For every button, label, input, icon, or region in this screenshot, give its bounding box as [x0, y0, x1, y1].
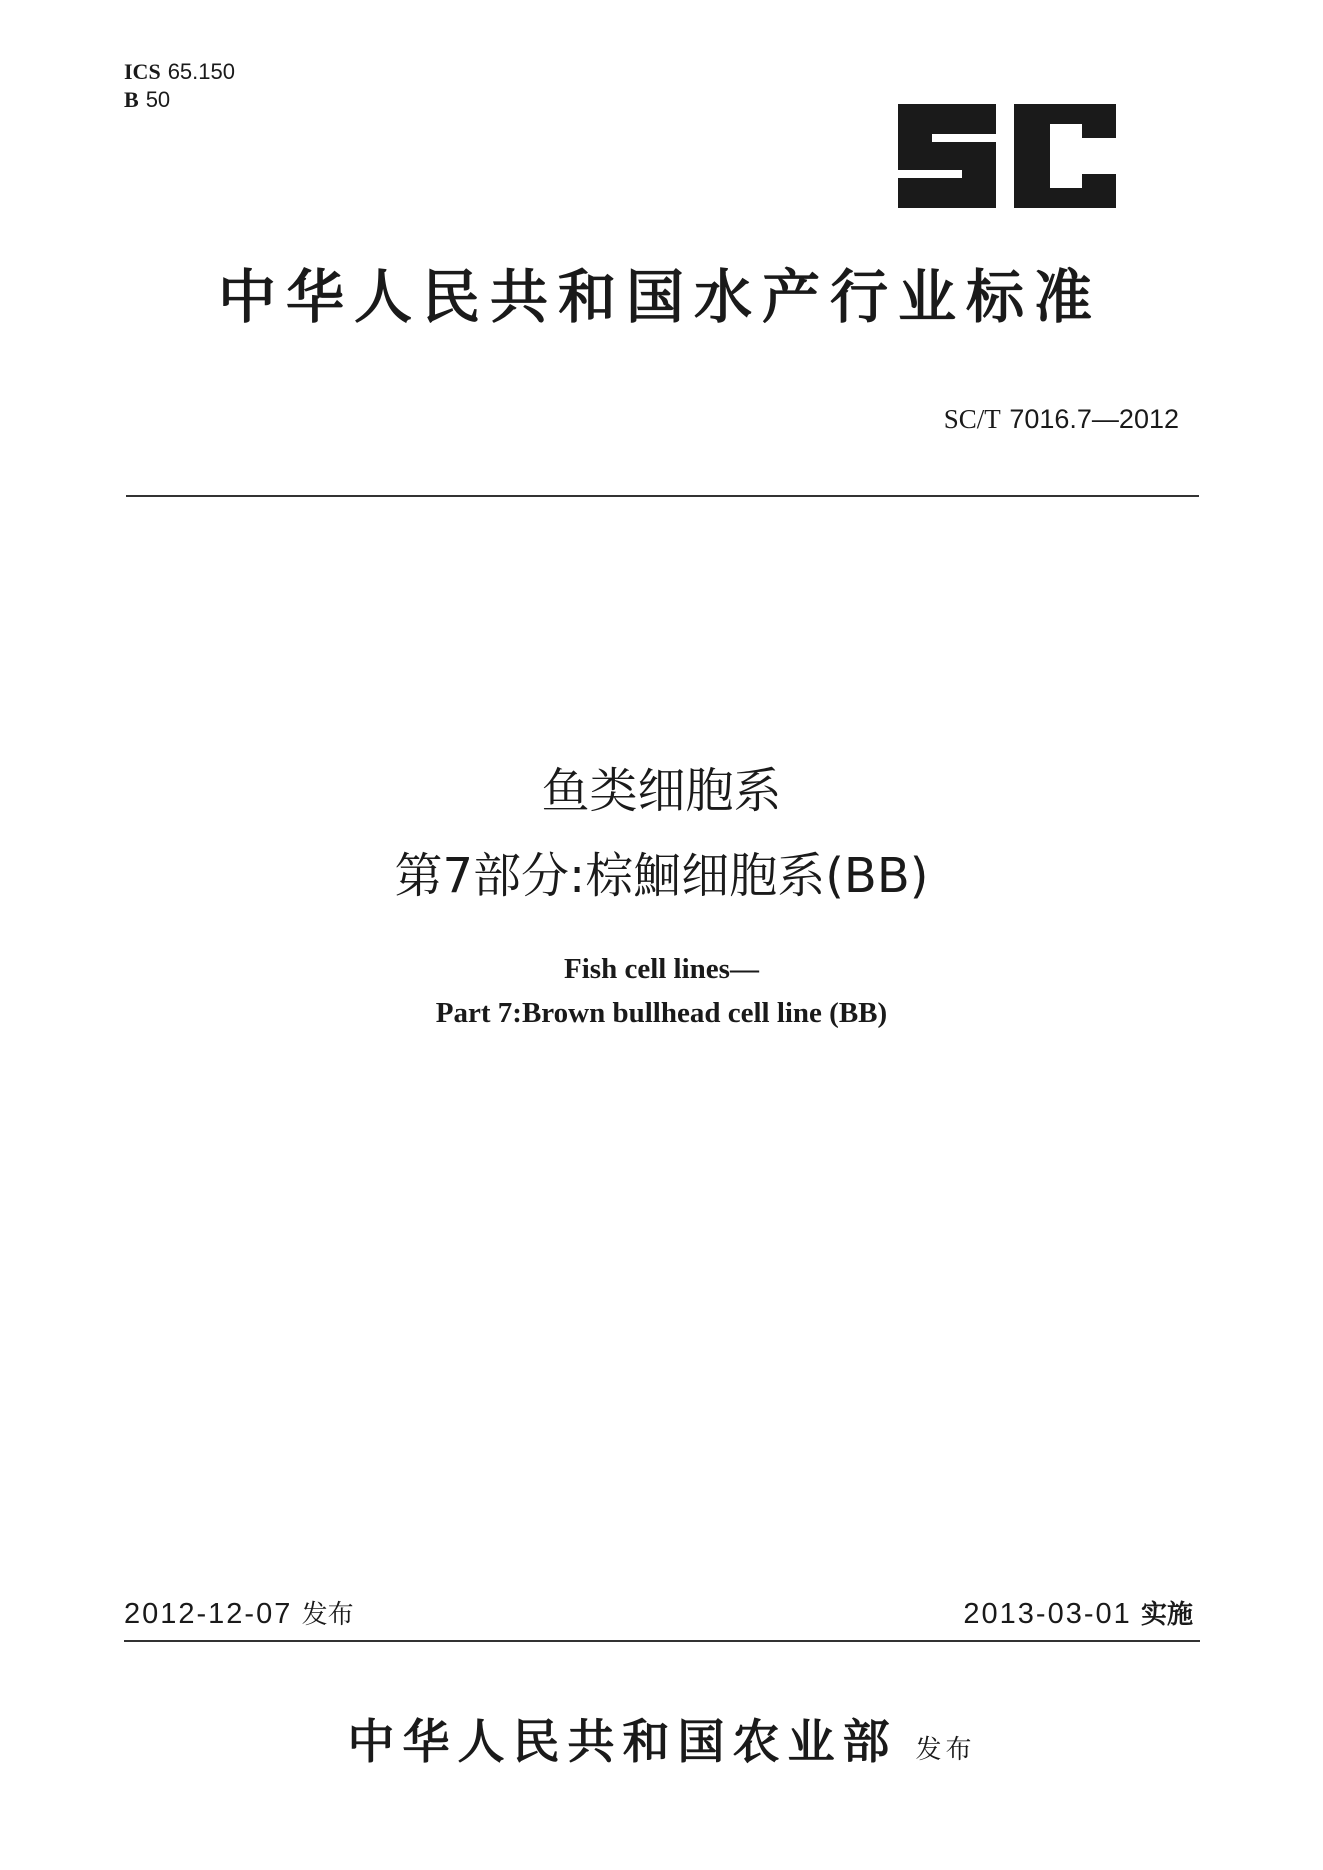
sc-logo-letter-s — [898, 104, 996, 208]
issue-date — [124, 1594, 354, 1631]
chinese-title-line-2: 第7部分:棕鮰细胞系(BB) — [394, 848, 929, 904]
publisher — [0, 1705, 1323, 1772]
implementation-date-value: 2013-03-01 — [963, 1598, 1132, 1630]
standard-number — [944, 404, 1179, 435]
ics-code — [124, 58, 235, 86]
publisher-action: 发布 — [915, 1735, 976, 1765]
standard-category-title: 中华人民共和国水产行业标准 — [217, 263, 1102, 331]
implementation-date-label: 实施 — [1140, 1600, 1193, 1630]
chinese-title-line-1: 鱼类细胞系 — [541, 763, 782, 819]
issue-date-label: 发布 — [301, 1600, 354, 1630]
english-title-line-2: Part 7:Brown bullhead cell line (BB) — [435, 997, 888, 1029]
standard-number-prefix: SC/T — [943, 404, 1001, 434]
issue-date-value: 2012-12-07 — [124, 1598, 293, 1630]
ccs-label: B — [124, 87, 139, 112]
header-divider — [126, 495, 1199, 497]
footer-divider — [124, 1640, 1200, 1642]
sc-logo — [898, 104, 1116, 208]
sc-logo-letter-c — [1014, 104, 1116, 208]
standard-number-value: 7016.7—2012 — [1009, 404, 1179, 434]
ics-value: 65.150 — [167, 59, 235, 84]
implementation-date — [963, 1594, 1193, 1631]
publisher-organization: 中华人民共和国农业部 — [347, 1715, 898, 1770]
classification-codes — [124, 58, 235, 114]
ccs-value: 50 — [145, 87, 171, 112]
ccs-code — [124, 86, 235, 114]
ics-label: ICS — [124, 59, 161, 84]
english-title-line-1: Fish cell lines— — [564, 953, 759, 985]
